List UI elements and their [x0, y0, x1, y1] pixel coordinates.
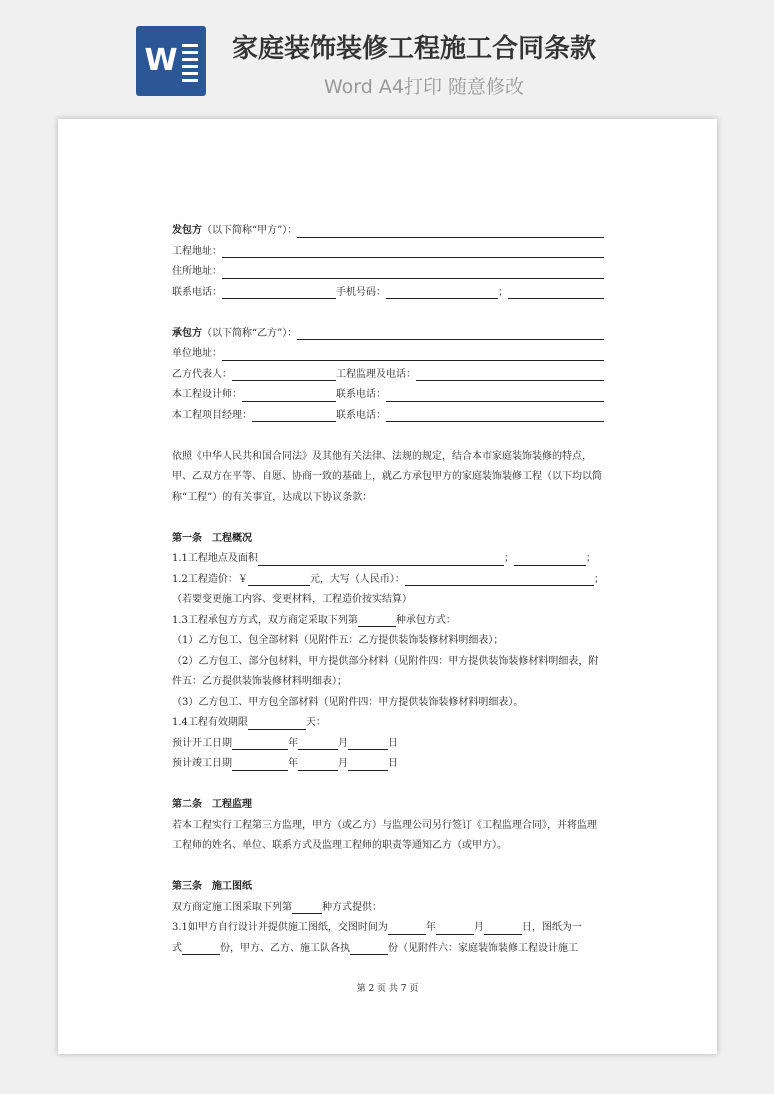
- blank: [258, 553, 504, 566]
- party-b-rep-label: 乙方代表人：: [172, 368, 232, 380]
- blank: [222, 286, 336, 299]
- option-1: （1）乙方包工、包全部材料（见附件五：乙方提供装饰装修材料明细表）；: [172, 635, 504, 646]
- month-label: 月: [338, 737, 348, 749]
- logo-lines: [182, 44, 198, 86]
- project-address-label: 工程地址：: [172, 245, 222, 257]
- blank: [248, 717, 306, 730]
- clause-1-2: [172, 570, 604, 591]
- designer-line: [172, 385, 604, 406]
- blank: [182, 942, 220, 955]
- clause-1-2-pre: 1.2工程造价：￥: [172, 573, 248, 585]
- article-3-line: [172, 898, 604, 919]
- clause-1-4: [172, 713, 604, 734]
- project-address-line: [172, 242, 604, 263]
- semicolon: ；: [498, 286, 508, 298]
- article-2-title: 第二条 工程监理: [172, 799, 252, 810]
- blank: [436, 922, 474, 935]
- year-label: 年: [288, 758, 298, 769]
- party-a-phone-line: [172, 283, 604, 304]
- blank: [222, 266, 604, 279]
- document-page: [58, 119, 717, 1054]
- clause-1-4-pre: 1.4工程有效期限: [172, 717, 248, 728]
- blank: [386, 409, 604, 422]
- article-3-pre: 双方商定施工图采取下列第: [172, 901, 292, 913]
- clause-3-1: [172, 918, 604, 939]
- clause-1-2-mid: 元，大写（人民币）：: [309, 573, 405, 585]
- clause-1-1: [172, 549, 604, 570]
- clause-3-1-mid: ，图纸为一: [531, 922, 582, 933]
- party-a-suffix: （以下简称“甲方”）：: [202, 225, 298, 236]
- blank: [248, 573, 310, 586]
- start-date-line: [172, 734, 604, 755]
- blank: [298, 758, 338, 771]
- clause-1-3-post: 种承包方式：: [395, 614, 456, 626]
- phone-label: 联系电话：: [172, 286, 222, 298]
- page-subtitle: Word A4打印 随意修改: [324, 76, 525, 98]
- clause-1-4-post: 天：: [305, 717, 326, 728]
- day-label: 日: [388, 737, 398, 749]
- start-date-label: 预计开工日期: [172, 737, 232, 749]
- clause-1-3: [172, 611, 604, 632]
- blank: [242, 389, 336, 402]
- designer-phone-label: 联系电话：: [336, 389, 386, 400]
- blank: [232, 368, 336, 381]
- semicolon: ；: [594, 573, 604, 585]
- party-a-line: [172, 221, 604, 242]
- article-1-title: 第一条 工程概况: [172, 532, 252, 544]
- supervision-phone-label: 工程监理及电话：: [336, 368, 416, 380]
- blank: [222, 348, 604, 361]
- blank: [292, 901, 322, 914]
- blank: [297, 225, 604, 238]
- semicolon: ；: [503, 553, 514, 564]
- word-logo-icon: [136, 26, 206, 96]
- residence-address-line: [172, 262, 604, 283]
- page-title: 家庭装饰装修工程施工合同条款: [232, 34, 597, 64]
- blank: [405, 573, 594, 586]
- document-content: [172, 221, 604, 959]
- article-3-title: 第三条 施工图纸: [172, 881, 252, 892]
- article-2-text: 若本工程实行工程第三方监理，甲方（或乙方）与监理公司另行签订《工程监理合同》，并将监理工程师的姓名、单位、联系方式及监理工程师的职责等通知乙方（或甲方）。: [172, 819, 597, 851]
- intro-paragraph: 依照《中华人民共和国合同法》及其他有关法律、法规的规定，结合本市家庭装饰装修的特点，甲、乙双方在平等、自愿、协商一致的基础上，就乙方承包甲方的家庭装饰装修工程（以下均以简称“工程”）的有关事宜，达成以下协议条款：: [172, 450, 602, 503]
- blank: [388, 922, 426, 935]
- party-b-suffix: （以下简称“乙方”）：: [202, 327, 298, 339]
- logo-letter: W: [144, 43, 178, 78]
- blank: [350, 942, 388, 955]
- clause-1-3-pre: 1.3工程承包方方式，双方商定采取下列第: [172, 614, 358, 626]
- party-a-title: 发包方: [172, 225, 202, 236]
- option-3: （3）乙方包工、甲方包全部材料（见附件四：甲方提供装饰装修材料明细表）。: [172, 696, 524, 708]
- party-b-line: [172, 324, 604, 345]
- residence-address-label: 住所地址：: [172, 266, 222, 277]
- blank: [348, 758, 388, 771]
- clause-3-1-l2-mid: 份，甲方、乙方、施工队各执: [220, 942, 350, 954]
- unit-address-line: [172, 344, 604, 365]
- blank: [386, 389, 604, 402]
- blank: [386, 286, 498, 299]
- semicolon: ；: [585, 553, 596, 564]
- party-b-title: 承包方: [172, 327, 202, 339]
- clause-1-2-note: （若要变更施工内容、变更材料，工程造价按实结算）: [172, 594, 412, 605]
- clause-3-1-pre: 3.1如甲方自行设计并提供施工图纸，交图时间为: [172, 922, 388, 933]
- month-label: 月: [473, 922, 484, 933]
- pm-line: [172, 406, 604, 427]
- year-label: 年: [288, 737, 298, 749]
- blank: [348, 737, 388, 750]
- blank: [514, 553, 586, 566]
- blank: [416, 368, 604, 381]
- blank: [232, 758, 288, 771]
- end-date-line: [172, 754, 604, 775]
- clause-3-1-l2-pre: 式: [172, 942, 182, 954]
- blank: [358, 614, 396, 627]
- clause-1-1-label: 1.1工程地点及面积: [172, 553, 258, 564]
- clause-3-1-line-2: [172, 939, 604, 960]
- article-3-post: 种方式提供：: [322, 901, 382, 913]
- month-label: 月: [338, 758, 348, 769]
- header: [0, 0, 774, 110]
- blank: [232, 737, 288, 750]
- designer-label: 本工程设计师：: [172, 389, 242, 400]
- blank: [297, 327, 604, 340]
- blank: [222, 245, 604, 258]
- mobile-label: 手机号码：: [336, 286, 386, 298]
- clause-3-1-l2-post: 份（见附件六：家庭装饰装修工程设计施工: [388, 942, 578, 954]
- blank: [298, 737, 338, 750]
- option-2: （2）乙方包工、部分包材料，甲方提供部分材料（见附件四：甲方提供装饰装修材料明细表，附件五：乙方提供装饰装修材料明细表）；: [172, 655, 599, 687]
- blank: [484, 922, 522, 935]
- day-label: 日: [388, 758, 398, 769]
- pm-label: 本工程项目经理：: [172, 409, 252, 421]
- page-footer: 第 2 页 共 7 页: [356, 984, 419, 994]
- blank: [252, 409, 336, 422]
- pm-phone-label: 联系电话：: [336, 409, 386, 421]
- party-b-rep-line: [172, 365, 604, 386]
- blank: [508, 286, 604, 299]
- end-date-label: 预计竣工日期: [172, 758, 232, 769]
- day-label: 日: [521, 922, 532, 933]
- unit-address-label: 单位地址：: [172, 348, 222, 359]
- year-label: 年: [425, 922, 436, 933]
